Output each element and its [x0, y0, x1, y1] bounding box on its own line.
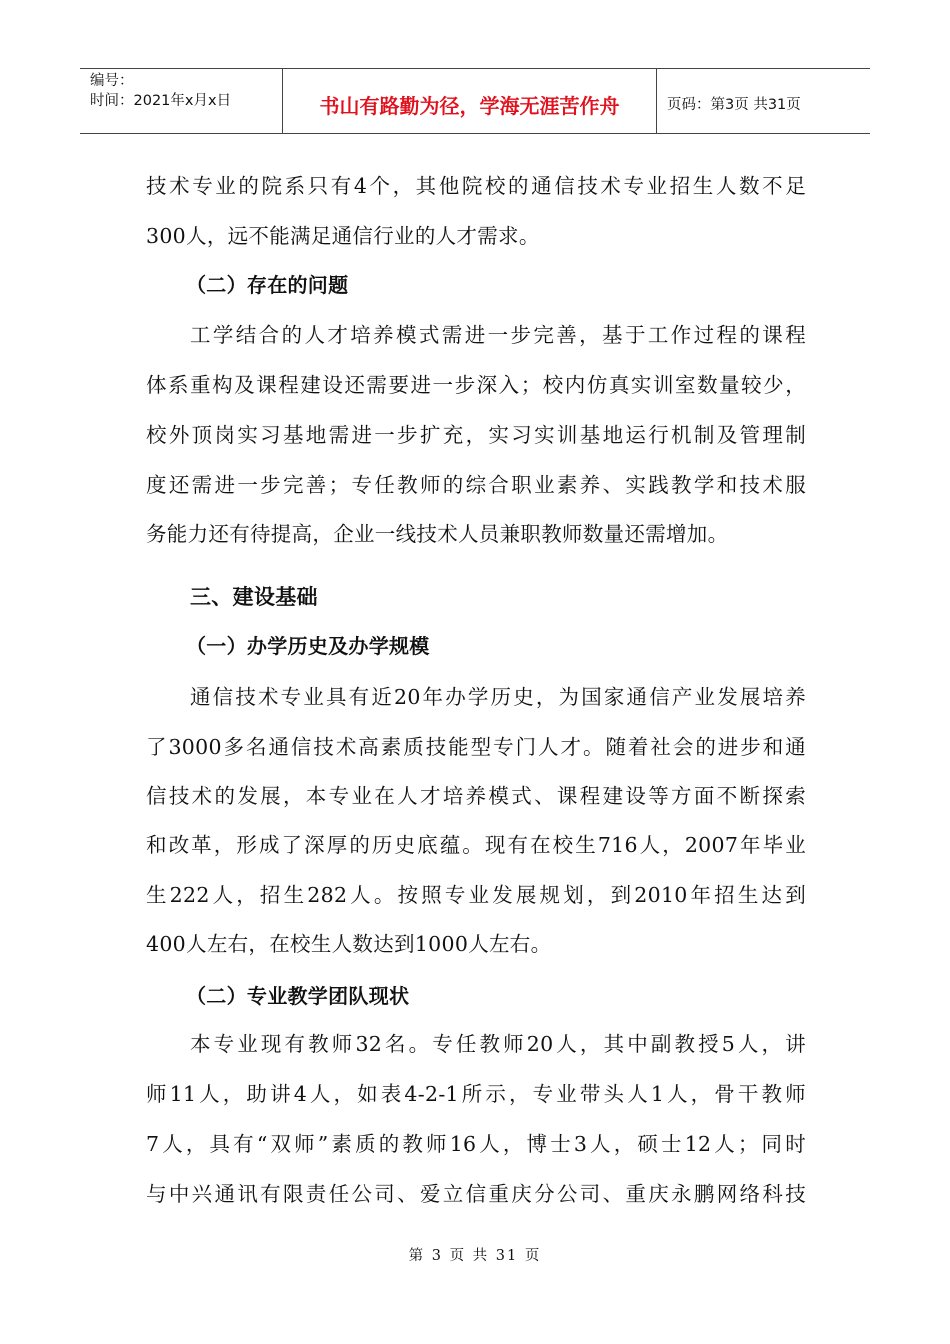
page-header	[80, 68, 870, 134]
body-line: 生222人，招生282人。按照专业发展规划，到2010年招生达到	[146, 883, 806, 907]
header-meta	[80, 69, 283, 133]
body-line: 与中兴通讯有限责任公司、爱立信重庆分公司、重庆永鹏网络科技	[146, 1182, 806, 1206]
body-line: 400人左右，在校生人数达到1000人左右。	[146, 932, 552, 956]
header-date: 时间：2021年x月x日	[90, 93, 232, 109]
body-line: 技术专业的院系只有4个，其他院校的通信技术专业招生人数不足	[146, 174, 806, 198]
body-line: 通信技术专业具有近20年办学历史，为国家通信产业发展培养	[190, 685, 806, 709]
header-number: 编号：	[90, 73, 134, 89]
chapter-heading: 三、建设基础	[190, 585, 318, 609]
body-line: 务能力还有待提高，企业一线技术人员兼职教师数量还需增加。	[146, 522, 729, 546]
body-line: 7人，具有“双师”素质的教师16人，博士3人，硕士12人；同时	[146, 1132, 806, 1156]
body-line: 300人，远不能满足通信行业的人才需求。	[146, 224, 540, 248]
body-line: 了3000多名通信技术高素质技能型专门人才。随着社会的进步和通	[146, 735, 806, 759]
body-line: 校外顶岗实习基地需进一步扩充，实习实训基地运行机制及管理制	[146, 423, 806, 447]
header-page-info: 页码：第3页 共31页	[667, 96, 801, 113]
section-heading: （二）存在的问题	[186, 273, 349, 297]
page-footer: 第 3 页 共 31 页	[408, 1248, 542, 1264]
body-line: 体系重构及课程建设还需要进一步深入；校内仿真实训室数量较少，	[146, 373, 806, 397]
body-line: 信技术的发展，本专业在人才培养模式、课程建设等方面不断探索	[146, 784, 806, 808]
section-heading: （二）专业教学团队现状	[186, 984, 410, 1008]
body-line: 师11人，助讲4人，如表4-2-1所示，专业带头人1人，骨干教师	[146, 1082, 806, 1106]
body-line: 工学结合的人才培养模式需进一步完善，基于工作过程的课程	[190, 323, 806, 347]
section-heading: （一）办学历史及办学规模	[186, 634, 430, 658]
header-motto: 书山有路勤为径，学海无涯苦作舟	[283, 69, 657, 133]
body-line: 度还需进一步完善；专任教师的综合职业素养、实践教学和技术服	[146, 473, 806, 497]
body-line: 本专业现有教师32名。专任教师20人，其中副教授5人，讲	[190, 1032, 806, 1056]
body-line: 和改革，形成了深厚的历史底蕴。现有在校生716人，2007年毕业	[146, 833, 806, 857]
